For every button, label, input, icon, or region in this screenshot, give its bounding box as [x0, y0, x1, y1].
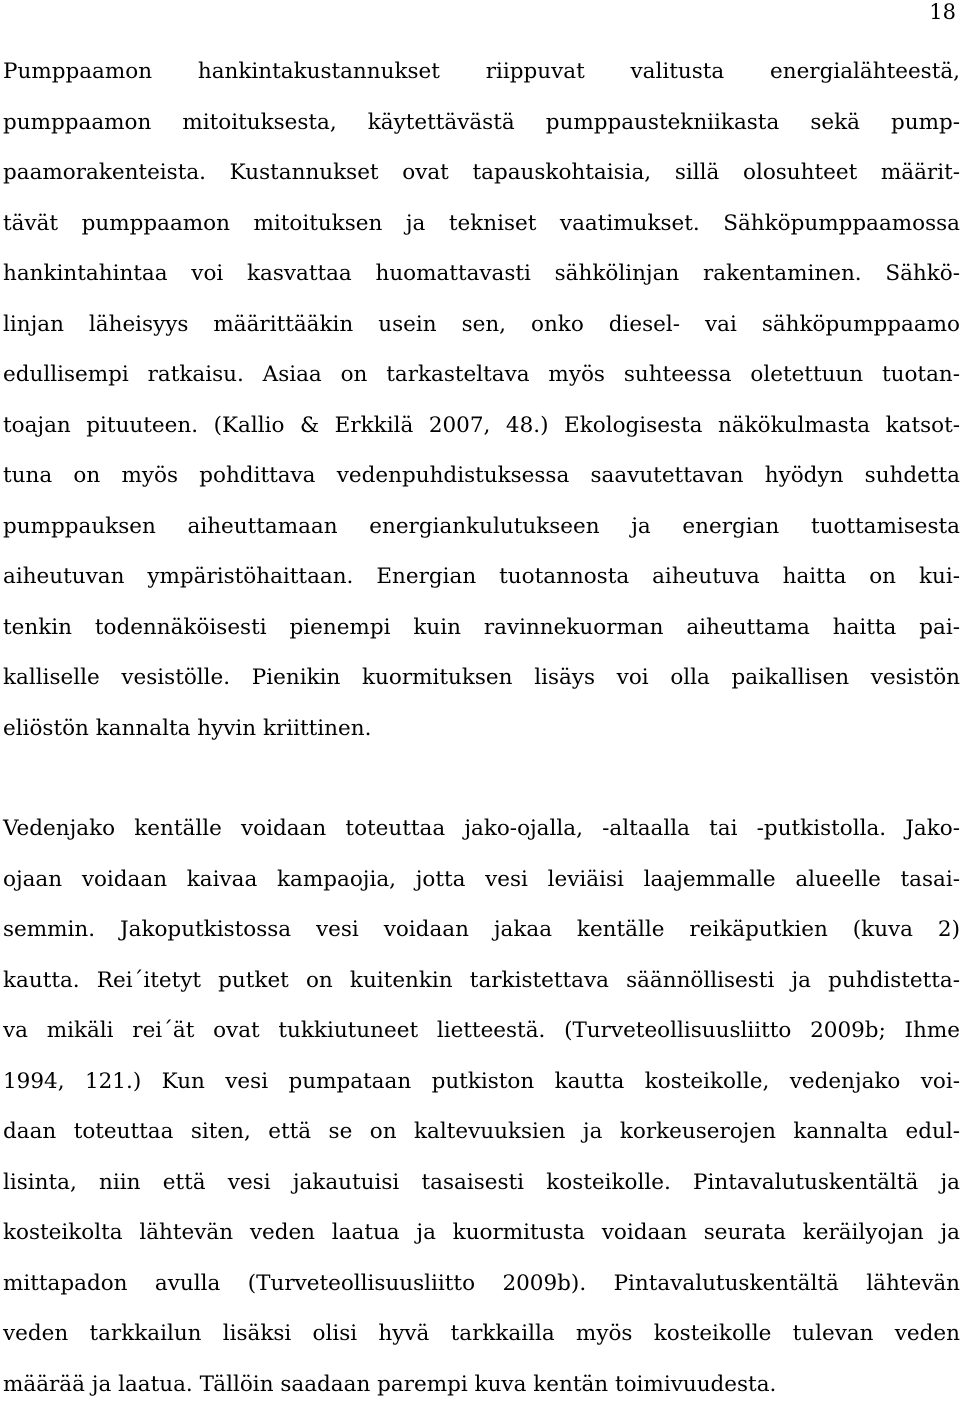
- text-line: kalliselle vesistölle. Pienikin kuormituksen lisäys voi olla paikallisen vesistön: [3, 653, 960, 704]
- text-line: linjan läheisyys määrittääkin usein sen, onko diesel- vai sähköpumppaamo: [3, 300, 960, 351]
- page-number: 18: [929, 0, 956, 24]
- text-line: tuna on myös pohdittava vedenpuhdistuksessa saavutettavan hyödyn suhdetta: [3, 451, 960, 502]
- text-line: edullisempi ratkaisu. Asiaa on tarkasteltava myös suhteessa oletettuun tuotan-: [3, 350, 960, 401]
- text-line: 1994, 121.) Kun vesi pumpataan putkiston kautta kosteikolle, vedenjako voi-: [3, 1057, 960, 1108]
- text-line: veden tarkkailun lisäksi olisi hyvä tarkkailla myös kosteikolle tulevan veden: [3, 1309, 960, 1360]
- text-line: hankintahintaa voi kasvattaa huomattavasti sähkölinjan rakentaminen. Sähkö-: [3, 249, 960, 300]
- text-line: tävät pumppaamon mitoituksen ja tekniset vaatimukset. Sähköpumppaamossa: [3, 199, 960, 250]
- text-line: eliöstön kannalta hyvin kriittinen.: [3, 704, 960, 755]
- text-line: daan toteuttaa siten, että se on kaltevuuksien ja korkeuserojen kannalta edul-: [3, 1107, 960, 1158]
- text-line: aiheutuvan ympäristöhaittaan. Energian tuotannosta aiheutuva haitta on kui-: [3, 552, 960, 603]
- text-line: ojaan voidaan kaivaa kampaojia, jotta vesi leviäisi laajemmalle alueelle tasai-: [3, 855, 960, 906]
- text-line: paamorakenteista. Kustannukset ovat tapauskohtaisia, sillä olosuhteet määrit-: [3, 148, 960, 199]
- text-line: toajan pituuteen. (Kallio & Erkkilä 2007, 48.) Ekologisesta näkökulmasta katsot-: [3, 401, 960, 452]
- text-line: pumppauksen aiheuttamaan energiankulutukseen ja energian tuottamisesta: [3, 502, 960, 553]
- text-line: kosteikolta lähtevän veden laatua ja kuormitusta voidaan seurata keräilyojan ja: [3, 1208, 960, 1259]
- text-line: pumppaamon mitoituksesta, käytettävästä pumppaustekniikasta sekä pump-: [3, 98, 960, 149]
- text-line: Pumppaamon hankintakustannukset riippuvat valitusta energialähteestä,: [3, 47, 960, 98]
- text-line: määrää ja laatua. Tällöin saadaan parempi kuva kentän toimivuudesta.: [3, 1360, 960, 1410]
- text-line: lisinta, niin että vesi jakautuisi tasaisesti kosteikolle. Pintavalutuskentältä ja: [3, 1158, 960, 1209]
- text-line: va mikäli rei´ät ovat tukkiutuneet lietteestä. (Turveteollisuusliitto 2009b; Ihme: [3, 1006, 960, 1057]
- text-line: tenkin todennäköisesti pienempi kuin ravinnekuorman aiheuttama haitta pai-: [3, 603, 960, 654]
- text-line: semmin. Jakoputkistossa vesi voidaan jakaa kentälle reikäputkien (kuva 2): [3, 905, 960, 956]
- paragraph-pumping-costs: [3, 47, 960, 754]
- text-line: Vedenjako kentälle voidaan toteuttaa jako-ojalla, -altaalla tai -putkistolla. Jako-: [3, 804, 960, 855]
- text-line: kautta. Rei´itetyt putket on kuitenkin tarkistettava säännöllisesti ja puhdistetta-: [3, 956, 960, 1007]
- text-line: mittapadon avulla (Turveteollisuusliitto 2009b). Pintavalutuskentältä lähtevän: [3, 1259, 960, 1310]
- paragraph-water-distribution: [3, 804, 960, 1410]
